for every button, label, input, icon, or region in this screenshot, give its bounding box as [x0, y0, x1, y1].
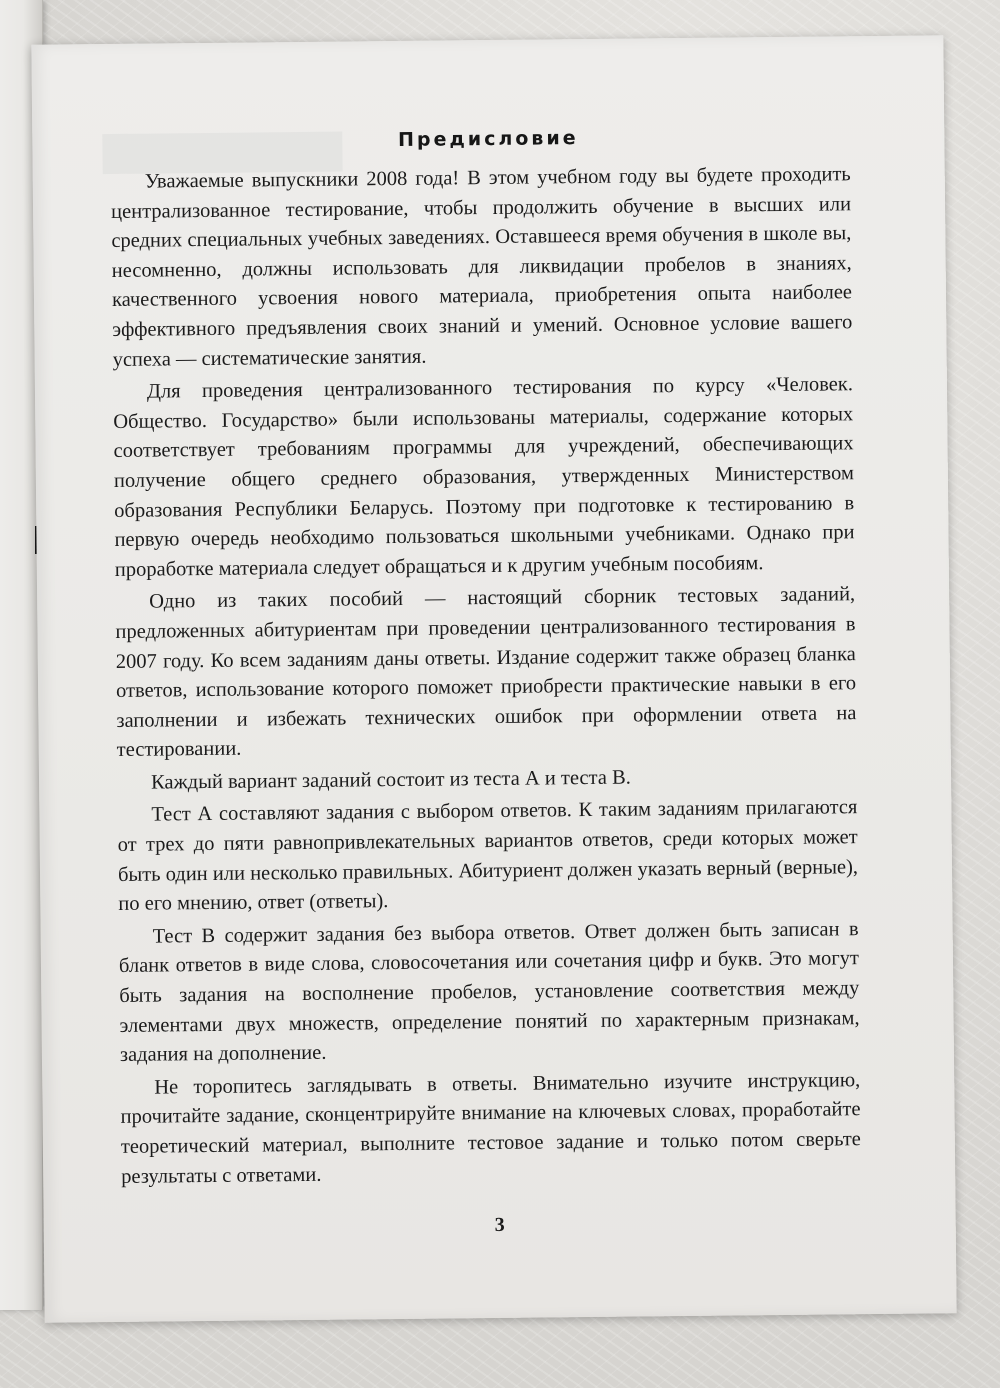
- page-body: [111, 160, 862, 1195]
- page-number: 3: [494, 1213, 505, 1237]
- paragraph-1: Уважаемые выпускники 2008 года! В этом учебном году вы будете проходить централизованное тестирование, чтобы продолжить обучение в высших или средних специальных учебных заведениях. Оставшееся время обучения в школе вы, несомненно, должны использовать для ликвидации пробелов в знаниях, качественного усвоения нового материала, приобретения опыта наиболее эффективного предъявления своих знаний и умений. Основное условие вашего успеха — систематические занятия.: [110, 163, 853, 371]
- book-page: [31, 35, 956, 1322]
- paragraph-7: Не торопитесь заглядывать в ответы. Внимательно изучите инструкцию, прочитайте задание, сконцентрируйте внимание на ключевых словах, проработайте теоретический материал, выполните тестовое задание и только потом сверьте результаты с ответами.: [120, 1069, 861, 1188]
- paragraph-3: Одно из таких пособий — настоящий сборник тестовых заданий, предложенных абитуриентам при проведении централизованного тестирования в 2007 году. Ко всем заданиям даны ответы. Издание содержит также образец бланка ответов, использование которого поможет приобрести практические навыки в его заполнении и избежать технических ошибок при оформлении ответа на тестировании.: [115, 583, 857, 762]
- page-title: Предисловие: [397, 127, 579, 151]
- paragraph-5: Тест А составляют задания с выбором ответов. К таким заданиям прилагаются от трех до пяти равнопривлекательных вариантов ответов, среди которых может быть один или несколько правильных. Абитуриент должен указать верный (верные), по его мнению, ответ (ответы).: [117, 796, 859, 916]
- paragraph-6: Тест В содержит задания без выбора ответов. Ответ должен быть записан в бланк ответов в виде слова, словосочетания или сочетания цифр и букв. Это могут быть задания на восполнение пробелов, установление соответствия между элементами двух множеств, определение понятий по характерным признакам, задания на дополнение.: [118, 918, 860, 1067]
- paragraph-4: Каждый вариант заданий состоит из теста А и теста В.: [150, 766, 631, 794]
- paragraph-2: Для проведения централизованного тестирования по курсу «Человек. Общество. Государство» были использованы материалы, содержание которых соответствует требованиям программы для учреждений, обеспечивающих получение общего среднего образования, утвержденных Министерством образования Республики Беларусь. Поэтому при подготовке к тестированию в первую очередь необходимо пользоваться школьными учебниками. Однако при проработке материала следует обращаться и к другим учебным пособиям.: [113, 373, 855, 581]
